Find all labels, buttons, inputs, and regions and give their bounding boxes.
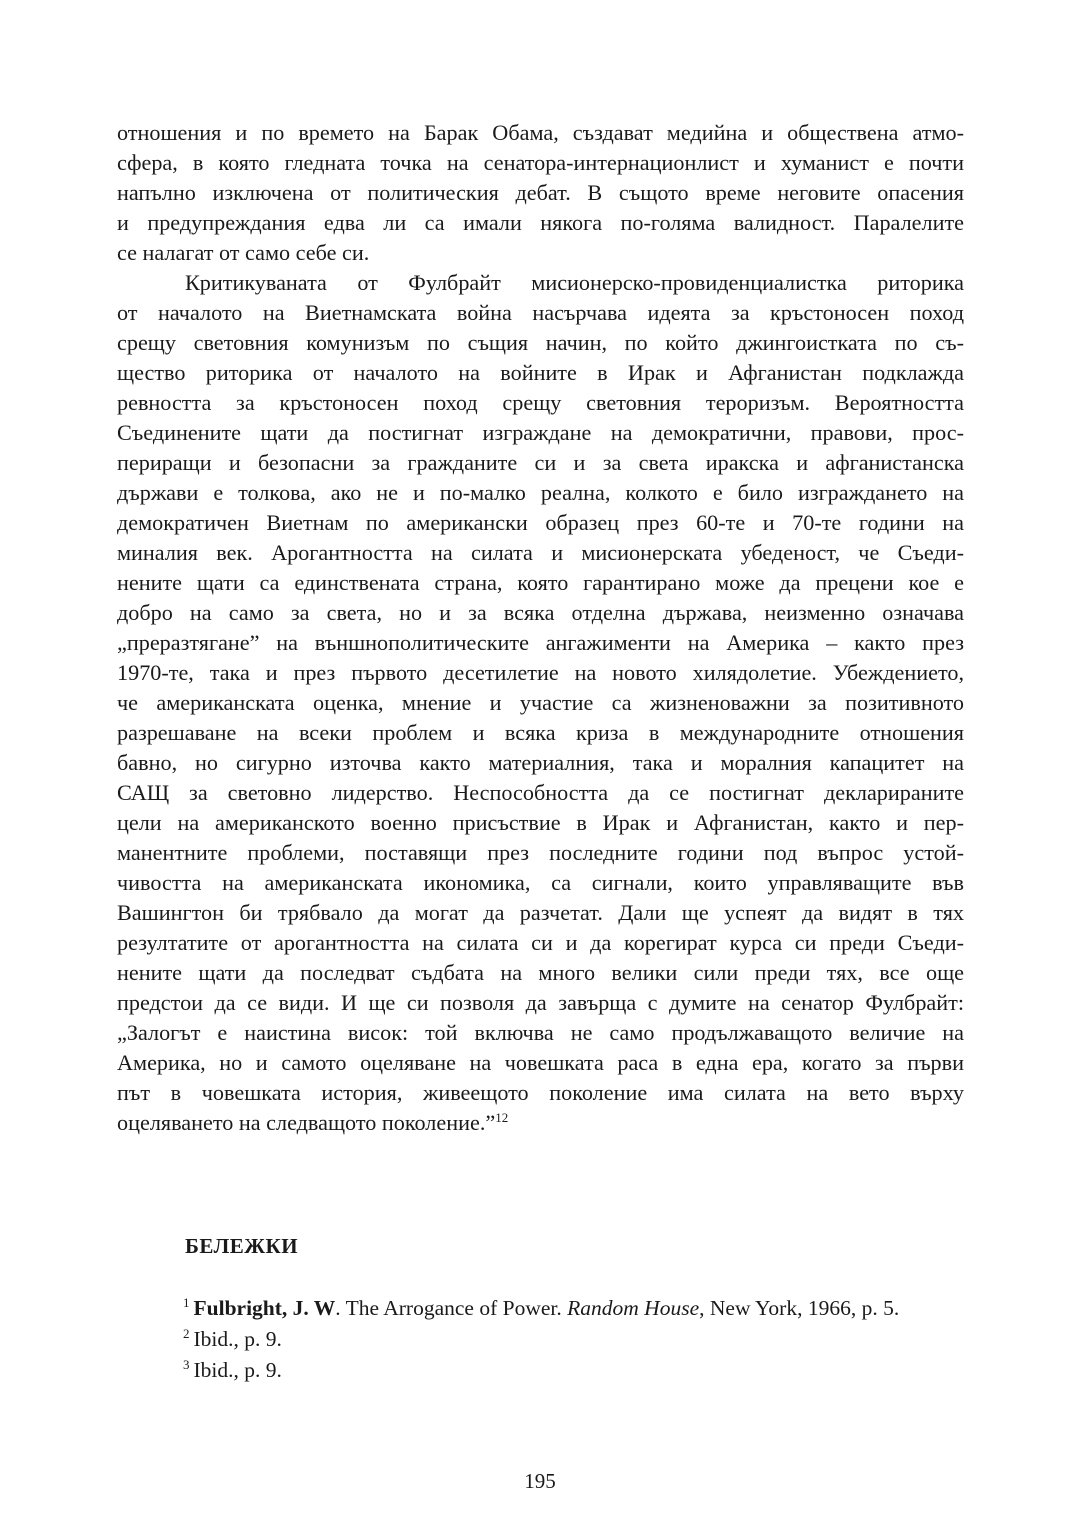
text-line: държави е толкова, ако не и по-малко реална, колкото е било изграждането на — [117, 480, 964, 505]
body-text — [117, 118, 964, 1138]
text-line: манентните проблеми, поставящи през последните години под въпрос устой- — [117, 840, 964, 865]
text-line: от началото на Виетнамската война насърчава идеята за кръстоносен поход — [117, 300, 964, 325]
notes-list — [183, 1293, 899, 1386]
note-text: Ibid., p. 9. — [193, 1358, 282, 1382]
text-line: че американската оценка, мнение и участие са жизненоважни за позитивното — [117, 690, 964, 715]
note-author: Fulbright, J. W — [193, 1296, 336, 1320]
text-line: демократичен Виетнам по американски образец през 60-те и 70-те години на — [117, 510, 964, 535]
text-line: щество риторика от началото на войните в Ирак и Афганистан подклажда — [117, 360, 964, 385]
note-item — [183, 1293, 899, 1324]
text-line: път в човешката история, живеещото поколение има силата на вето върху — [117, 1080, 964, 1105]
notes-heading: БЕЛЕЖКИ — [185, 1234, 299, 1258]
note-details: , New York, 1966, p. 5. — [699, 1296, 900, 1320]
text-line-last — [117, 1108, 964, 1138]
note-title: . The Arrogance of Power. — [335, 1296, 568, 1320]
text-line: предстои да се види. И ще си позволя да завърща с думите на сенатор Фулбрайт: — [117, 990, 964, 1015]
text-line: Вашингтон би трябвало да могат да разчетат. Дали ще успеят да видят в тях — [117, 900, 964, 925]
footnote-reference: 12 — [495, 1110, 509, 1125]
text-line: „Залогът е наистина висок: той включва не само продължаващото величие на — [117, 1020, 964, 1045]
text-line: ревността за кръстоносен поход срещу световния тероризъм. Вероятността — [117, 390, 964, 415]
text-line: разрешаване на всеки проблем и всяка криза в международните отношения — [117, 720, 964, 745]
note-number: 3 — [183, 1357, 190, 1372]
note-item — [183, 1324, 899, 1355]
text-line: бавно, но сигурно източва както материалния, така и моралния капацитет на — [117, 750, 964, 775]
text-line-content: оцеляването на следващото поколение.” — [117, 1110, 496, 1135]
note-number: 1 — [183, 1295, 190, 1310]
text-line: се налагат от само себе си. — [117, 240, 370, 265]
page-number: 195 — [524, 1469, 556, 1493]
text-line: миналия век. Арогантността на силата и мисионерската убеденост, че Съеди- — [117, 540, 964, 565]
text-line: и предупреждания едва ли са имали някога по-голяма валидност. Паралелите — [117, 210, 964, 235]
text-line: нените щати са единствената страна, която гарантирано може да прецени кое е — [117, 570, 964, 595]
text-line: Критикуваната от Фулбрайт мисионерско-провиденциалистка риторика — [185, 270, 964, 295]
text-line: периращи и безопасни за гражданите си и за света иракска и афганистанска — [117, 450, 964, 475]
text-line: цели на американското военно присъствие в Ирак и Афганистан, както и пер- — [117, 810, 964, 835]
note-publisher: Random House — [567, 1296, 700, 1320]
paragraph-2 — [117, 268, 964, 1138]
note-item — [183, 1355, 899, 1386]
paragraph-1 — [117, 118, 964, 268]
text-line: нените щати да последват съдбата на много велики сили преди тях, все още — [117, 960, 964, 985]
note-text: Ibid., p. 9. — [193, 1327, 282, 1351]
text-line: резултатите от арогантността на силата си и да корегират курса си преди Съеди- — [117, 930, 964, 955]
text-line: Съединените щати да постигнат изграждане на демократични, правови, прос- — [117, 420, 964, 445]
text-line: добро на само за света, но и за всяка отделна държава, неизменно означава — [117, 600, 964, 625]
text-line: срещу световния комунизъм по същия начин, по който джингоистката по съ- — [117, 330, 964, 355]
note-number: 2 — [183, 1326, 190, 1341]
text-line: напълно изключена от политическия дебат. В същото време неговите опасения — [117, 180, 964, 205]
text-line: сфера, в която гледната точка на сенатора-интернационлист и хуманист е почти — [117, 150, 964, 175]
text-line: Америка, но и самото оцеляване на човешката раса в една ера, когато за първи — [117, 1050, 964, 1075]
text-line: „преразтягане” на външнополитическите ангажименти на Америка – както през — [117, 630, 964, 655]
text-line: отношения и по времето на Барак Обама, създават медийна и обществена атмо- — [117, 120, 964, 145]
text-line: 1970-те, така и през първото десетилетие на новото хилядолетие. Убеждението, — [117, 660, 964, 685]
text-line: САЩ за световно лидерство. Неспособността да се постигнат декларираните — [117, 780, 964, 805]
text-line: чивостта на американската икономика, са сигнали, които управляващите във — [117, 870, 964, 895]
